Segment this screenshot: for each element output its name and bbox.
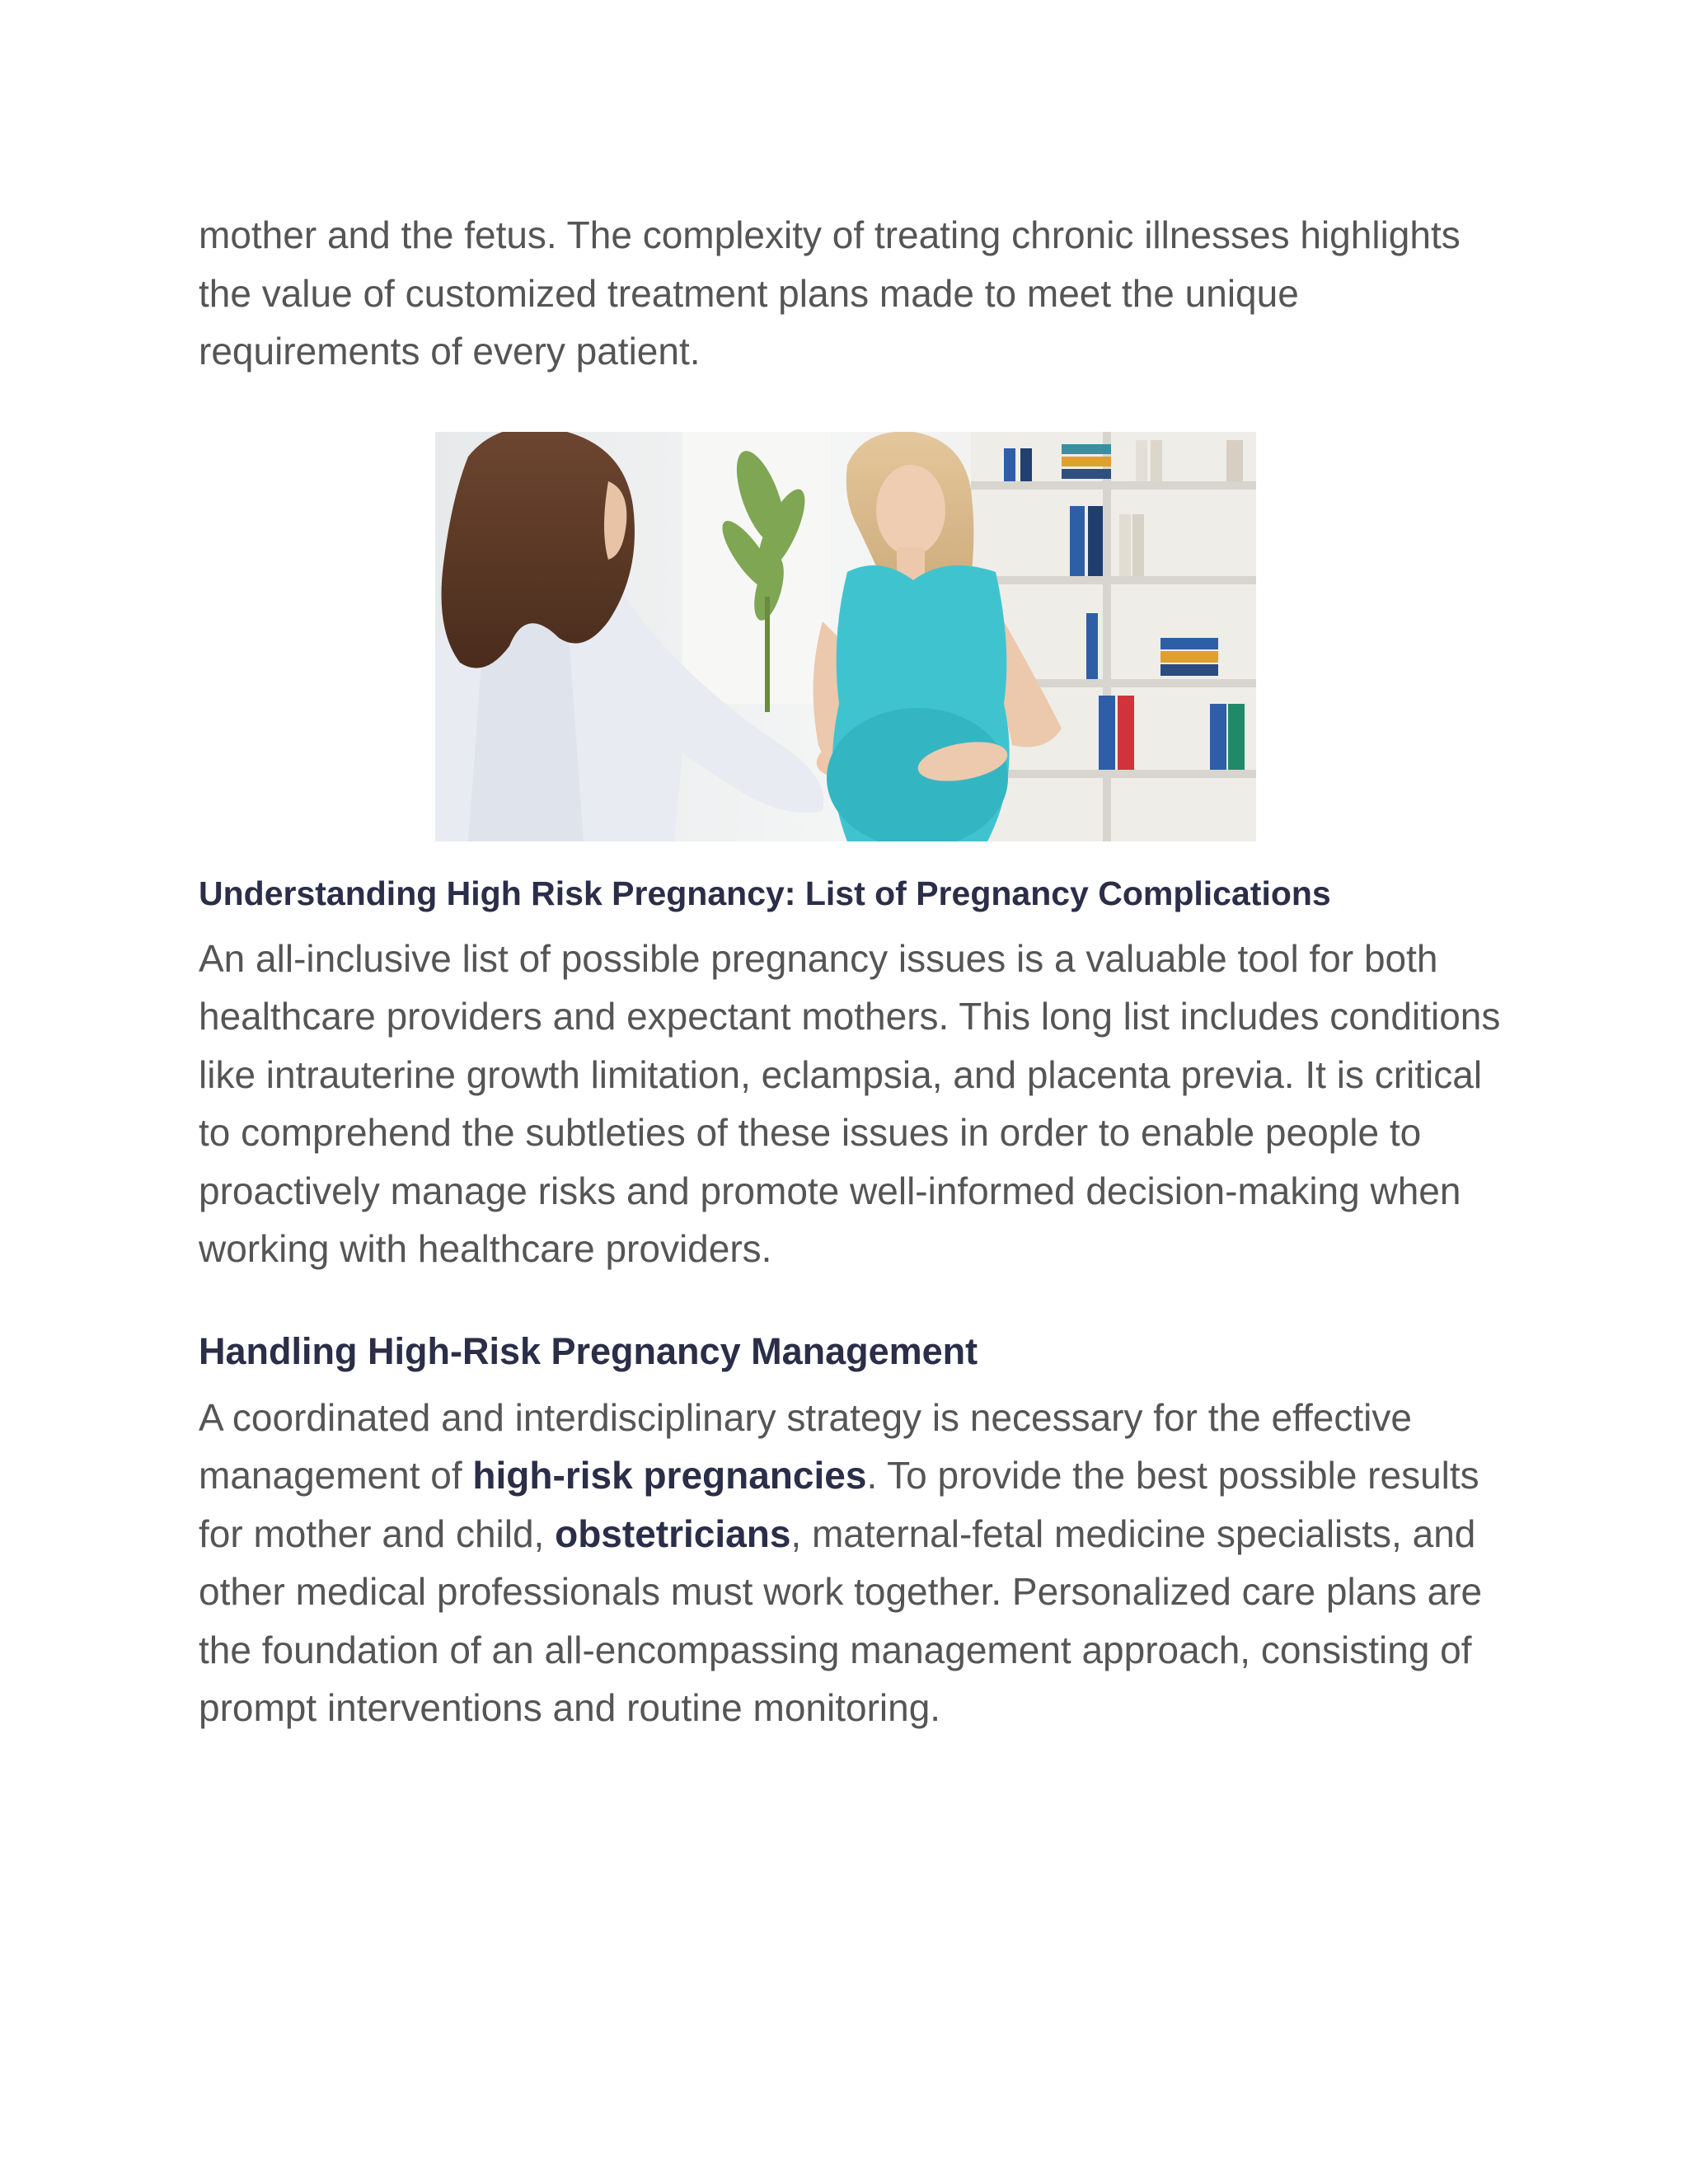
management-text-1: A coordinated and interdisciplinary strategy is necessary for the effective management of bbox=[199, 1395, 1412, 1497]
document-page bbox=[199, 206, 1501, 1737]
management-paragraph bbox=[199, 1389, 1501, 1737]
intro-paragraph: mother and the fetus. The complexity of treating chronic illnesses highlights the value of customized treatment plans made to meet the unique requirements of every patient. bbox=[199, 213, 1461, 373]
pregnancy-exam-photo bbox=[435, 432, 1256, 841]
complications-paragraph: An all-inclusive list of possible pregnancy issues is a valuable tool for both healthcare providers and expectant mothers. This long list includes conditions like intrauterine growth limitation, eclampsia, and placenta previa. It is critical to comprehend the subtleties of these issues in order to enable people to proactively manage risks and promote well-informed decision-making when working with healthcare providers. bbox=[199, 936, 1501, 1270]
high-risk-pregnancies-term: high-risk pregnancies bbox=[472, 1454, 867, 1497]
obstetricians-term: obstetricians bbox=[555, 1511, 791, 1555]
management-text-3: , maternal-fetal medicine specialists, and other medical professionals must work together. Personalized care plans are the foundation of an all-encompassing management approach, consisting of prompt interventions and routine monitoring. bbox=[199, 1511, 1483, 1729]
section-heading-management: Handling High-Risk Pregnancy Management bbox=[199, 1329, 978, 1372]
section-heading-complications: Understanding High Risk Pregnancy: List of Pregnancy Complications bbox=[199, 874, 1331, 912]
management-text-2: . To provide the best possible results for mother and child, bbox=[199, 1454, 1479, 1555]
